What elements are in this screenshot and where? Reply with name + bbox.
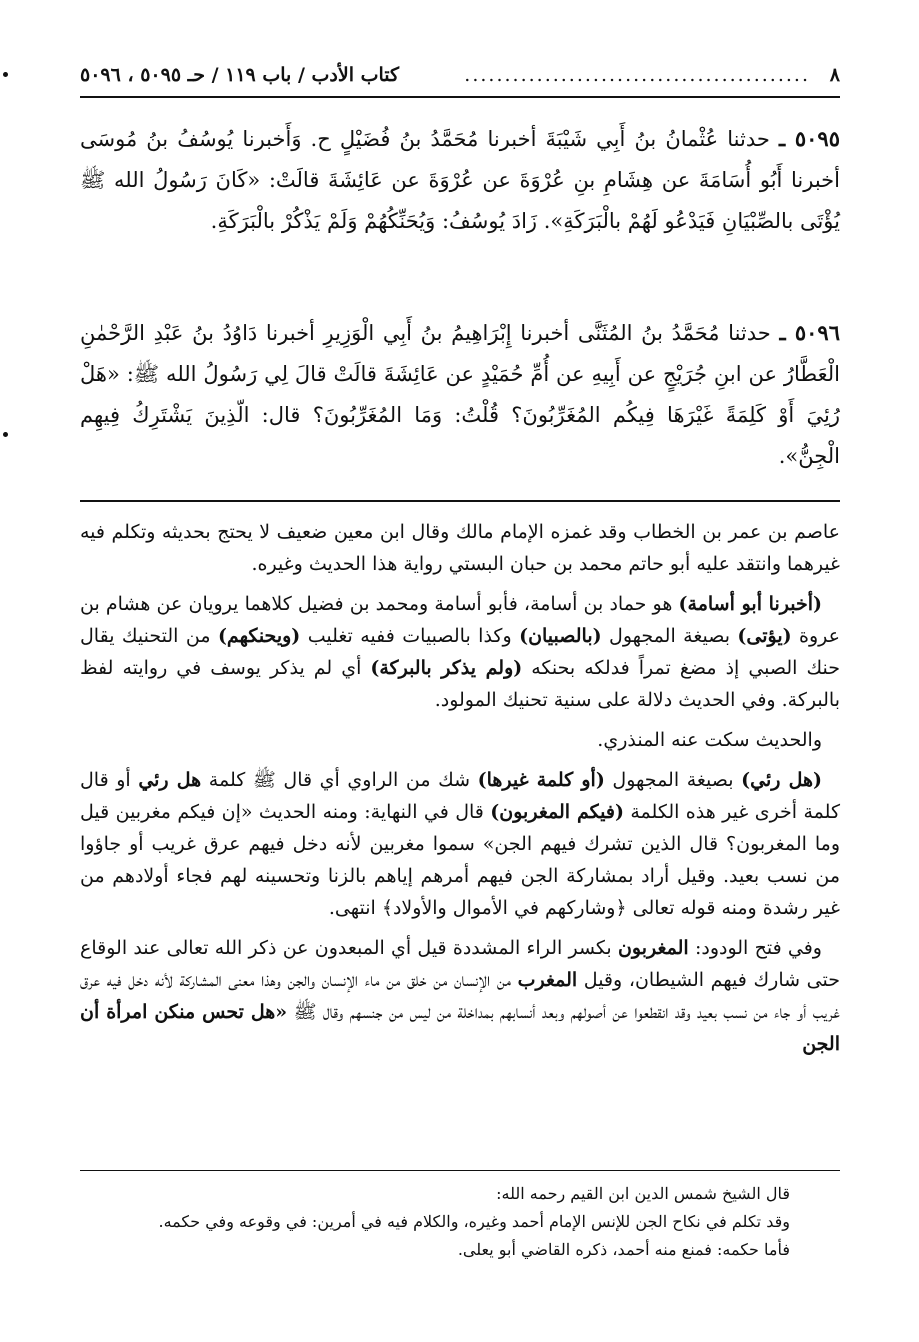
hadith-5095 [80, 118, 840, 242]
running-title: كتاب الأدب / باب ١١٩ / حـ ٥٠٩٥ ، ٥٠٩٦ [80, 64, 400, 86]
hadith-5096 [80, 312, 840, 477]
page-number: ٨ [829, 64, 840, 86]
hadith-text: حدثنا عُثْمانُ بنُ أَبِي شَيْبَةَ أخبرنا مُحَمَّدُ بنُ فُضَيْلٍ ح. وَأَخبرنا يُوسُفُ بنُ مُوسَى أخبرنا أَبُو أُسَامَةَ عن هِشَامِ بنِ عُرْوَةَ عن عُرْوَةَ عن عَائِشَةَ قالَتْ: «كَانَ رَسُولُ الله ﷺ يُؤْتَى بالصِّبْيَانِ فَيَدْعُو لَهُمْ بالْبَرَكَةِ». زَادَ يُوسُفُ: وَيُحَنِّكُهُمْ وَلَمْ يَذْكُرْ بالْبَرَكَةِ. [80, 127, 840, 233]
header-rule [80, 96, 840, 98]
margin-mark [3, 432, 8, 437]
section-divider [80, 500, 840, 502]
commentary-paragraph: وفي فتح الودود: المغربون بكسر الراء المشددة قيل أي المبعدون عن ذكر الله تعالى عند الوقاع حتى شارك فيهم الشيطان، وقيل المغرب من الإنسان من خلق من ماء الإنسان والجن وهذا معنى المشاركة لأنه دخل فيه عرق غريب أو جاء من نسب بعيد وقد انقطعوا عن أصولهم وبعد أنسابهم بمداخلة من ليس من جنسهم وقال ﷺ «هل تحس منكن امرأة أن الجن [80, 937, 840, 1055]
commentary-paragraph: (أخبرنا أبو أسامة) هو حماد بن أسامة، فأبو أسامة ومحمد بن فضيل كلاهما يرويان عن هشام بن عروة (يؤتى) بصيغة المجهول (بالصبيان) وكذا بالصبيات ففيه تغليب (ويحنكهم) من التحنيك يقال حنك الصبي إذ مضغ تمراً فدلكه بحنكه (ولم يذكر بالبركة) أي لم يذكر يوسف في روايته لفظ بالبركة. وفي الحديث دلالة على سنية تحنيك المولود. [80, 593, 840, 711]
hadith-number: ٥٠٩٥ ـ [778, 126, 840, 151]
commentary-paragraph: (هل رئي) بصيغة المجهول (أو كلمة غيرها) شك من الراوي أي قال ﷺ كلمة هل رئي أو قال كلمة أخرى غير هذه الكلمة (فيكم المغربون) قال في النهاية: ومنه الحديث «إن فيكم مغربين قيل وما المغربون؟ قال الذين تشرك فيهم الجن» سموا مغربين لأنه دخل فيهم عرق غريب أو جاؤوا من نسب بعيد. وقيل أراد بمشاركة الجن فيهم أمرهم إياهم بالزنا وتحسينه لهم فجاء أولادهم من غير رشدة ومنه قوله تعالى ﴿وشاركهم في الأموال والأولاد﴾ انتهى. [80, 769, 840, 919]
footnote-line: فأما حكمه: فمنع منه أحمد، ذكره القاضي أبو يعلى. [457, 1240, 790, 1259]
page-header [80, 60, 840, 94]
footnote [100, 1180, 790, 1264]
commentary-paragraph: عاصم بن عمر بن الخطاب وقد غمزه الإمام مالك وقال ابن معين ضعيف لا يحتج بحديثه وتكلم فيه غيرهما وانتقد عليه أبو حاتم محمد بن حبان البستي رواية هذا الحديث وغيره. [80, 521, 840, 575]
header-leader-dots: ........................................... [464, 64, 810, 86]
footnote-divider [80, 1170, 840, 1171]
hadith-text: حدثنا مُحَمَّدُ بنُ المُثَنَّى أخبرنا إِبْرَاهِيمُ بنُ أَبِي الْوَزِيرِ أخبرنا دَاوُدُ بنُ عَبْدِ الرَّحْمٰنِ الْعَطَّارُ عن ابنِ جُرَيْجٍ عن أَبِيهِ عن أُمِّ حُمَيْدٍ عن عَائِشَةَ قالَتْ قالَ لِي رَسُولُ الله ﷺ: «هَلْ رُئِيَ أَوْ كَلِمَةً غَيْرَهَا فِيكُم المُغَرِّبُونَ؟ قُلْتُ: وَمَا المُغَرِّبُونَ؟ قال: الّذِينَ يَشْتَرِكُ فِيهِم الْجِنُّ». [80, 321, 840, 468]
hadith-number: ٥٠٩٦ ـ [779, 320, 840, 345]
footnote-line: وقد تكلم في نكاح الجن للإنس الإمام أحمد وغيره، والكلام فيه في أمرين: في وقوعه وفي حكمه. [158, 1212, 790, 1231]
commentary-paragraph: والحديث سكت عنه المنذري. [597, 729, 822, 751]
footnote-line: قال الشيخ شمس الدين ابن القيم رحمه الله: [496, 1184, 790, 1203]
margin-mark [3, 72, 8, 77]
commentary [80, 516, 840, 1068]
